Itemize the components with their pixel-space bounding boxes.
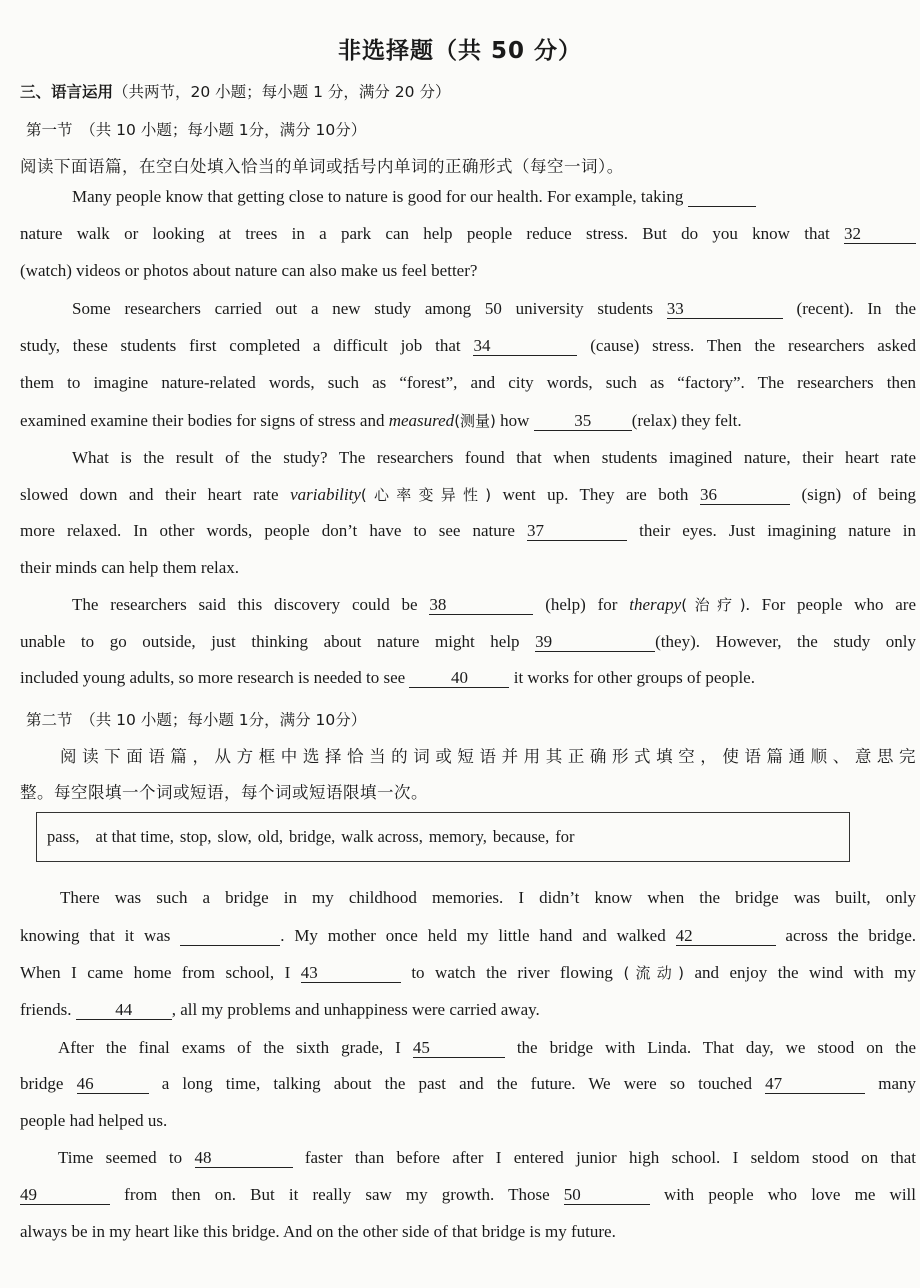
- text-line: [20, 631, 916, 653]
- word-bank-item: stop,: [179, 827, 212, 846]
- word-bank-item: because,: [492, 827, 550, 846]
- text-segment: nature walk or looking at trees in a park can help people reduce stress. But do you know that: [20, 224, 830, 243]
- text-segment: After the final exams of the sixth grade, I: [58, 1038, 401, 1057]
- text-segment: went up. They are both: [502, 485, 689, 504]
- blank-48[interactable]: 48: [195, 1149, 293, 1168]
- text-line: [20, 1073, 916, 1095]
- text-line: their minds can help them relax.: [20, 558, 240, 577]
- text-segment: unable to go outside, just thinking about nature might help: [20, 632, 520, 651]
- text-segment: from then on. But it really saw my growth. Those: [124, 1185, 550, 1204]
- text-segment: the bridge with Linda. That day, we stood on the: [516, 1038, 917, 1057]
- text-line: There was such a bridge in my childhood memories. I didn’t know when the bridge was built, only: [60, 888, 916, 907]
- text-line: [20, 962, 916, 984]
- blank-32[interactable]: 32: [844, 225, 916, 244]
- text-line: [20, 186, 916, 208]
- text-line: [20, 298, 916, 320]
- word-bank-item: slow,: [217, 827, 252, 846]
- text-segment: more relaxed. In other words, people don’t have to see nature: [20, 521, 515, 540]
- text-segment: (recent). In the: [796, 299, 917, 318]
- word-bank-item: at that time,: [95, 827, 174, 846]
- text-line: [20, 999, 916, 1021]
- blank-43[interactable]: 43: [301, 964, 401, 983]
- blank-36[interactable]: 36: [700, 486, 790, 505]
- text-segment: knowing that it was: [20, 926, 171, 945]
- blank-47[interactable]: 47: [765, 1075, 865, 1094]
- text-segment: it works for other groups of people.: [513, 668, 755, 687]
- text-line: [20, 410, 916, 432]
- word-bank-item: pass,: [47, 827, 80, 846]
- blank-31[interactable]: [688, 188, 756, 207]
- italic-term: therapy: [629, 595, 682, 614]
- text-line: [20, 520, 916, 542]
- text-segment: included young adults, so more research is needed to see: [20, 668, 406, 687]
- part2-instruction-line2: 整。每空限填一个词或短语，每个词或短语限填一次。: [20, 783, 428, 802]
- text-line: [20, 484, 916, 506]
- blank-40[interactable]: 40: [409, 669, 509, 688]
- text-segment: bridge: [20, 1074, 64, 1093]
- text-segment: faster than before after I entered junior high school. I seldom stood on that: [304, 1148, 917, 1167]
- section-header: [20, 80, 450, 102]
- word-bank-item: old,: [257, 827, 283, 846]
- text-segment: slowed down and their heart rate: [20, 485, 279, 504]
- blank-46[interactable]: 46: [77, 1075, 149, 1094]
- text-segment: study, these students first completed a difficult job that: [20, 336, 461, 355]
- blank-37[interactable]: 37: [527, 522, 627, 541]
- italic-term: variability: [290, 485, 361, 504]
- blank-35[interactable]: 35: [534, 412, 632, 431]
- text-line: [20, 925, 916, 947]
- text-segment: Many people know that getting close to nature is good for our health. For example, taking: [72, 187, 684, 206]
- text-segment: (sign) of being: [801, 485, 917, 504]
- blank-50[interactable]: 50: [564, 1186, 650, 1205]
- chinese-gloss: (心率变异性): [360, 486, 492, 504]
- blank-41[interactable]: [180, 927, 280, 946]
- text-segment: The researchers said this discovery could be: [72, 595, 418, 614]
- text-segment: a long time, talking about the past and the future. We were so touched: [161, 1074, 752, 1093]
- text-segment: their eyes. Just imagining nature in: [639, 521, 917, 540]
- blank-33[interactable]: 33: [667, 300, 783, 319]
- blank-39[interactable]: 39: [535, 633, 655, 652]
- blank-44[interactable]: 44: [76, 1001, 172, 1020]
- text-segment: . For people who are: [745, 595, 917, 614]
- text-segment: Time seemed to: [58, 1148, 183, 1167]
- chinese-gloss: (测量): [454, 412, 496, 430]
- chinese-gloss: (流动): [623, 964, 684, 982]
- blank-42[interactable]: 42: [676, 927, 776, 946]
- section-detail: （共两节，20 小题；每小题 1 分，满分 20 分）: [113, 83, 451, 101]
- text-segment: how: [500, 411, 530, 430]
- text-segment: , all my problems and unhappiness were carried away.: [171, 1000, 540, 1019]
- italic-term: measured: [388, 411, 455, 430]
- text-segment: and enjoy the wind with my: [694, 963, 917, 982]
- text-line: (watch) videos or photos about nature can also make us feel better?: [20, 261, 478, 280]
- text-segment: many: [878, 1074, 917, 1093]
- text-segment: to watch the river flowing: [411, 963, 613, 982]
- text-line: people had helped us.: [20, 1111, 168, 1130]
- text-segment: examined examine their bodies for signs of stress and: [20, 411, 385, 430]
- page-title: 非选择题（共 50 分）: [337, 38, 583, 64]
- word-bank-box: [36, 812, 850, 862]
- text-segment: Some researchers carried out a new study among 50 university students: [72, 299, 654, 318]
- text-segment: (cause) stress. Then the researchers asked: [590, 336, 917, 355]
- text-segment: (they). However, the study only: [655, 632, 917, 651]
- part2-instruction-line1: 阅读下面语篇，从方框中选择恰当的词或短语并用其正确形式填空，使语篇通顺、意思完: [60, 747, 916, 766]
- text-segment: with people who love me will: [663, 1185, 916, 1204]
- text-segment: (relax) they felt.: [631, 411, 742, 430]
- part1-header: 第一节 （共 10 小题；每小题 1分，满分 10分）: [26, 121, 367, 139]
- word-bank-item: walk across,: [341, 827, 423, 846]
- blank-38[interactable]: 38: [429, 596, 533, 615]
- word-bank-item: bridge,: [289, 827, 336, 846]
- text-line: [20, 1184, 916, 1206]
- text-segment: When I came home from school, I: [20, 963, 291, 982]
- blank-49[interactable]: 49: [20, 1186, 110, 1205]
- text-line: them to imagine nature-related words, such as “forest”, and city words, such as “factory”. The researchers then: [20, 373, 916, 392]
- text-line: [20, 1147, 916, 1169]
- part2-header: 第二节 （共 10 小题；每小题 1分，满分 10分）: [26, 711, 367, 729]
- text-segment: across the bridge.: [785, 926, 917, 945]
- text-line: What is the result of the study? The researchers found that when students imagined nature, their heart rate: [72, 448, 916, 467]
- text-line: [20, 223, 916, 245]
- blank-34[interactable]: 34: [473, 337, 577, 356]
- text-line: [20, 1037, 916, 1059]
- chinese-gloss: (治疗): [681, 596, 746, 614]
- part1-instruction: 阅读下面语篇，在空白处填入恰当的单词或括号内单词的正确形式（每空一词）。: [20, 157, 624, 176]
- text-segment: . My mother once held my little hand and walked: [280, 926, 666, 945]
- word-bank-item: for: [555, 827, 575, 846]
- text-line: [20, 335, 916, 357]
- text-segment: friends.: [20, 1000, 72, 1019]
- text-line: [20, 594, 916, 616]
- blank-45[interactable]: 45: [413, 1039, 505, 1058]
- section-label: 三、语言运用: [20, 83, 114, 101]
- text-line: [20, 667, 916, 689]
- text-segment: (help) for: [545, 595, 618, 614]
- word-bank-item: memory,: [428, 827, 487, 846]
- text-line: always be in my heart like this bridge. And on the other side of that bridge is my future.: [20, 1222, 616, 1241]
